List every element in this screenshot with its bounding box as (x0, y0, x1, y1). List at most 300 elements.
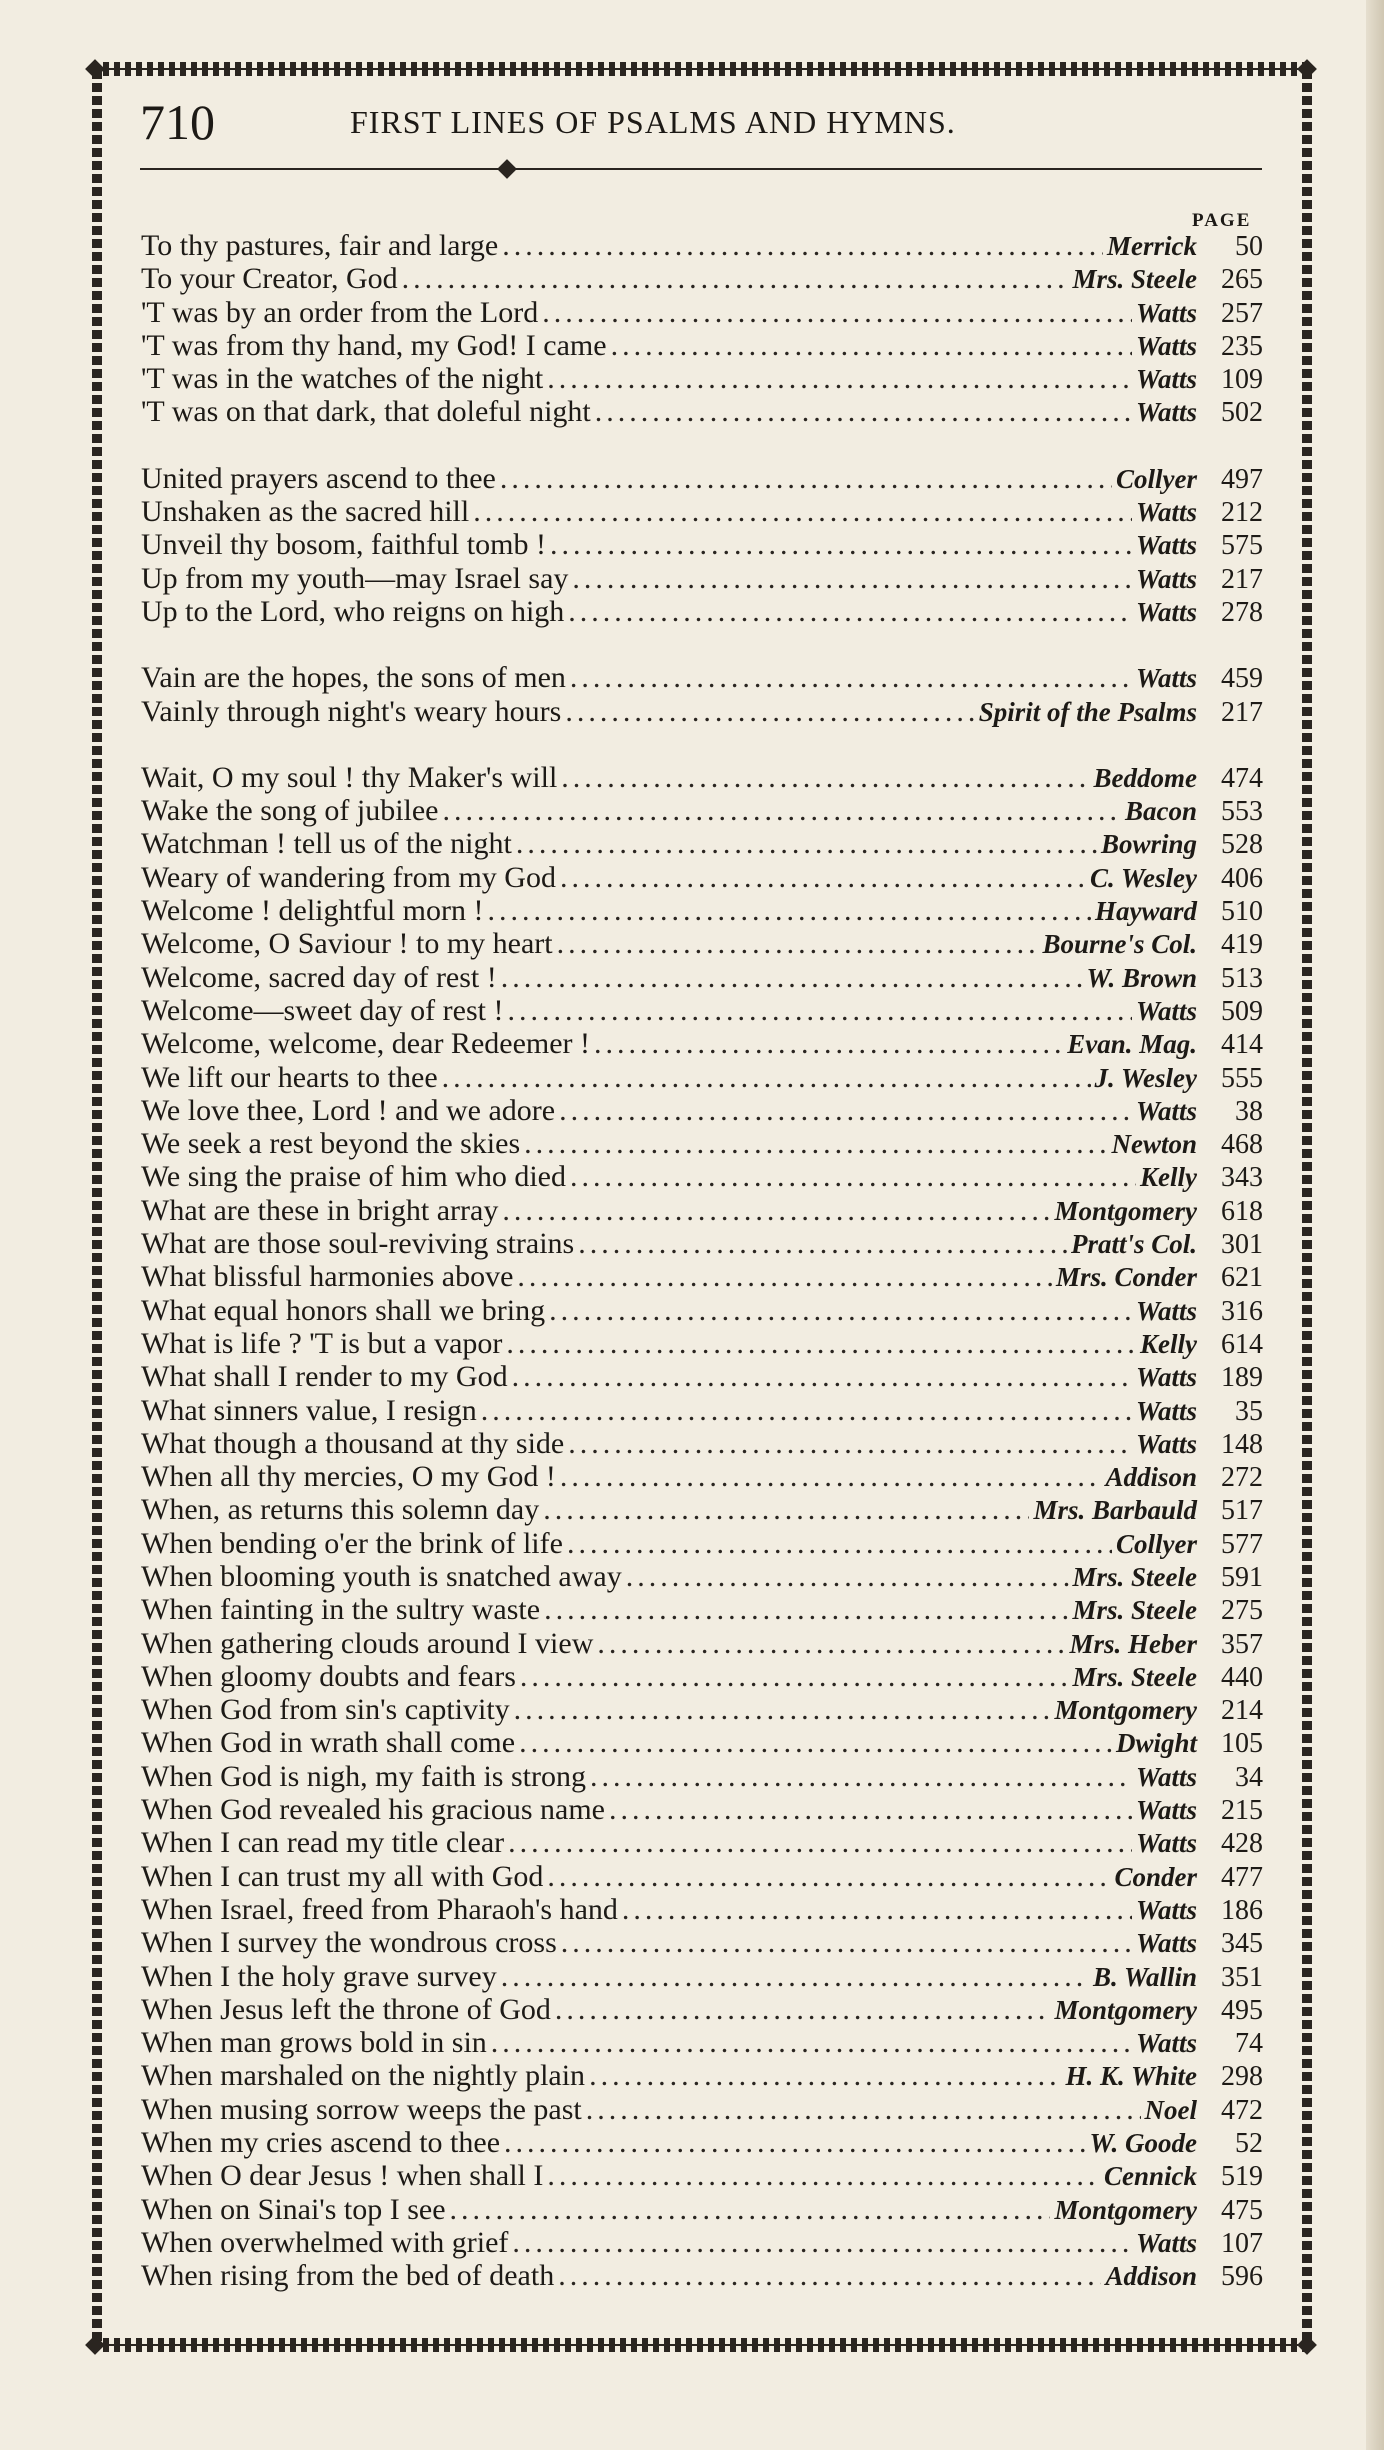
first-line: When bending o'er the brink of life (141, 1526, 563, 1560)
list-item (141, 1160, 1263, 1193)
page-ref: 107 (1221, 2227, 1263, 2259)
page-ref: 189 (1221, 1362, 1263, 1394)
dot-leader (572, 562, 1132, 595)
page-ref: 528 (1221, 829, 1263, 861)
page-ref: 614 (1221, 1328, 1263, 1360)
page-ref: 257 (1221, 297, 1263, 329)
dot-leader (568, 595, 1132, 628)
dot-leader (487, 894, 1091, 927)
author-name: Watts (1135, 1095, 1197, 1126)
dot-leader (547, 362, 1132, 395)
dot-leader (609, 1793, 1132, 1826)
first-line: United prayers ascend to thee (141, 461, 496, 495)
author-name: Watts (1135, 1828, 1197, 1859)
author-name: Watts (1135, 1761, 1197, 1792)
page-ref: 52 (1235, 2128, 1263, 2160)
list-item (141, 1527, 1263, 1560)
first-line: What is life ? 'T is but a vapor (141, 1326, 503, 1360)
author-name: Kelly (1140, 1328, 1197, 1359)
first-line: When my cries ascend to thee (141, 2126, 501, 2160)
author-name: Dwight (1115, 1728, 1197, 1759)
first-line: 'T was in the watches of the night (141, 362, 544, 396)
author-name: Mrs. Steele (1072, 264, 1197, 295)
page-ref: 38 (1235, 1095, 1263, 1127)
author-name: Watts (1135, 1395, 1197, 1426)
dot-leader (516, 827, 1097, 860)
author-name: Cennick (1103, 2161, 1197, 2192)
first-line: We love thee, Lord ! and we adore (141, 1093, 556, 1127)
first-line: Watchman ! tell us of the night (141, 827, 512, 861)
list-item (141, 1061, 1263, 1094)
page-ref: 316 (1221, 1295, 1263, 1327)
author-name: Watts (1135, 364, 1197, 395)
author-name: Mrs. Steele (1072, 1661, 1197, 1692)
page-ref: 459 (1221, 663, 1263, 695)
dot-leader (568, 1427, 1132, 1460)
dot-leader (443, 794, 1121, 827)
dot-leader (558, 2259, 1101, 2292)
dot-leader (565, 695, 974, 728)
first-line: What sinners value, I resign (141, 1393, 477, 1427)
first-line: Up from my youth—may Israel say (141, 561, 569, 595)
list-item (141, 894, 1263, 927)
list-item (141, 528, 1263, 561)
list-item (141, 1793, 1263, 1826)
first-line: Welcome—sweet day of rest ! (141, 993, 504, 1027)
ornamental-border-left (92, 70, 102, 2345)
dot-leader (491, 2026, 1132, 2059)
dot-leader (501, 1960, 1089, 1993)
list-item (141, 2126, 1263, 2159)
list-item (141, 395, 1263, 428)
first-line: 'T was by an order from the Lord (141, 295, 539, 329)
page-ref: 477 (1221, 1861, 1263, 1893)
author-name: Kelly (1140, 1162, 1197, 1193)
page-ref: 440 (1221, 1661, 1263, 1693)
first-line: When musing sorrow weeps the past (141, 2092, 582, 2126)
page-ref: 217 (1221, 563, 1263, 595)
dot-leader (578, 1227, 1067, 1260)
dot-leader (512, 1360, 1132, 1393)
first-line: When I the holy grave survey (141, 1959, 497, 1993)
list-item (141, 262, 1263, 295)
author-name: Watts (1135, 995, 1197, 1026)
dot-leader (561, 1926, 1132, 1959)
page-ref: 186 (1221, 1894, 1263, 1926)
page-ref: 278 (1221, 596, 1263, 628)
author-name: Montgomery (1054, 2194, 1197, 2225)
dot-leader (550, 528, 1132, 561)
dot-leader (560, 1460, 1102, 1493)
first-line: When Israel, freed from Pharaoh's hand (141, 1892, 618, 1926)
author-name: Bourne's Col. (1042, 929, 1197, 960)
author-name: Pratt's Col. (1070, 1229, 1197, 1260)
author-name: B. Wallin (1092, 1961, 1197, 1992)
first-line: When, as returns this solemn day (141, 1493, 540, 1527)
author-name: Watts (1135, 563, 1197, 594)
first-line: When gathering clouds around I view (141, 1626, 594, 1660)
author-name: W. Goode (1089, 2128, 1197, 2159)
page-ref: 215 (1221, 1795, 1263, 1827)
first-line: When God in wrath shall come (141, 1726, 516, 1760)
dot-leader (589, 2059, 1061, 2092)
page-ref: 298 (1221, 2061, 1263, 2093)
dot-leader (559, 1094, 1132, 1127)
dot-leader (402, 262, 1069, 295)
first-line: Up to the Lord, who reigns on high (141, 594, 565, 628)
first-line: 'T was from thy hand, my God! I came (141, 328, 607, 362)
dot-leader (506, 1327, 1136, 1360)
first-line: When blooming youth is snatched away (141, 1559, 622, 1593)
page-ref: 472 (1221, 2094, 1263, 2126)
list-item (141, 1027, 1263, 1060)
author-name: Watts (1135, 330, 1197, 361)
page-ref: 351 (1221, 1961, 1263, 1993)
dot-leader (519, 1726, 1112, 1759)
page-ref: 577 (1221, 1528, 1263, 1560)
author-name: Newton (1111, 1129, 1197, 1160)
list-item (141, 1593, 1263, 1626)
dot-leader (517, 1260, 1052, 1293)
first-line: When God from sin's captivity (141, 1693, 510, 1727)
page-ref: 414 (1221, 1029, 1263, 1061)
dot-leader (549, 1294, 1132, 1327)
first-line: Welcome, O Saviour ! to my heart (141, 927, 553, 961)
author-name: Mrs. Barbauld (1033, 1495, 1197, 1526)
author-name: Mrs. Heber (1069, 1628, 1197, 1659)
author-name: J. Wesley (1094, 1062, 1197, 1093)
first-lines-list (141, 229, 1263, 2293)
first-line: When on Sinai's top I see (141, 2192, 446, 2226)
list-item (141, 1760, 1263, 1793)
page-header (140, 92, 1270, 152)
list-item (141, 827, 1263, 860)
list-item (141, 1294, 1263, 1327)
author-name: Watts (1135, 297, 1197, 328)
author-name: Merrick (1107, 231, 1197, 261)
dot-leader (570, 1160, 1136, 1193)
list-item (141, 1360, 1263, 1393)
list-item (141, 362, 1263, 395)
group-spacer (141, 429, 1263, 462)
page-ref: 214 (1221, 1695, 1263, 1727)
list-item (141, 2226, 1263, 2259)
author-name: Watts (1135, 2028, 1197, 2059)
header-rule (140, 168, 1262, 170)
first-line: Wait, O my soul ! thy Maker's will (141, 760, 558, 794)
first-line: We sing the praise of him who died (141, 1160, 566, 1194)
page-ref: 428 (1221, 1828, 1263, 1860)
page-ref: 513 (1221, 962, 1263, 994)
page-ref: 419 (1221, 929, 1263, 961)
dot-leader (501, 961, 1083, 994)
first-line: When marshaled on the nightly plain (141, 2059, 586, 2093)
page-ref: 50 (1235, 231, 1263, 262)
author-name: Watts (1135, 1795, 1197, 1826)
page-ref: 235 (1221, 330, 1263, 362)
author-name: Addison (1105, 1462, 1197, 1493)
dot-leader (547, 1860, 1110, 1893)
ornamental-border-bottom (92, 2338, 1312, 2352)
page-ref: 475 (1221, 2194, 1263, 2226)
list-item (141, 1327, 1263, 1360)
dot-leader (611, 329, 1132, 362)
list-item (141, 961, 1263, 994)
page-ref: 497 (1221, 463, 1263, 495)
list-item (141, 1127, 1263, 1160)
first-line: Weary of wandering from my God (141, 860, 556, 894)
page-ref: 517 (1221, 1495, 1263, 1527)
dot-leader (524, 1127, 1107, 1160)
group-spacer (141, 728, 1263, 761)
first-line: When Jesus left the throne of God (141, 1992, 551, 2026)
dot-leader (504, 2126, 1085, 2159)
dot-leader (502, 1194, 1050, 1227)
list-item (141, 794, 1263, 827)
first-line: What blissful harmonies above (141, 1260, 514, 1294)
dot-leader (508, 1826, 1132, 1859)
author-name: Conder (1114, 1861, 1197, 1892)
author-name: Watts (1135, 1295, 1197, 1326)
dot-leader (544, 1593, 1068, 1626)
page-ref: 618 (1221, 1195, 1263, 1227)
first-line: When God revealed his gracious name (141, 1793, 605, 1827)
page-ref: 555 (1221, 1062, 1263, 1094)
author-name: Watts (1135, 663, 1197, 694)
list-item (141, 2093, 1263, 2126)
page-ref: 265 (1221, 264, 1263, 296)
page-ref: 495 (1221, 1994, 1263, 2026)
author-name: Watts (1135, 1894, 1197, 1925)
page-ref: 74 (1235, 2028, 1263, 2060)
author-name: Watts (1135, 497, 1197, 528)
page-ref: 212 (1221, 497, 1263, 529)
list-item (141, 994, 1263, 1027)
dot-leader (542, 296, 1132, 329)
author-name: Bowring (1100, 829, 1197, 860)
first-line: Welcome ! delightful morn ! (141, 894, 484, 928)
dot-leader (594, 1027, 1063, 1060)
dot-leader (520, 1660, 1069, 1693)
list-item (141, 1860, 1263, 1893)
dot-leader (590, 1760, 1132, 1793)
list-item (141, 1993, 1263, 2026)
author-name: Mrs. Conder (1055, 1262, 1197, 1293)
list-item (141, 1460, 1263, 1493)
page-ref: 519 (1221, 2161, 1263, 2193)
page-ref: 510 (1221, 896, 1263, 928)
page-ref: 474 (1221, 762, 1263, 794)
author-name: Montgomery (1054, 1994, 1197, 2025)
dot-leader (500, 462, 1112, 495)
list-item (141, 1893, 1263, 1926)
list-item (141, 495, 1263, 528)
list-item (141, 1394, 1263, 1427)
page-ref: 468 (1221, 1129, 1263, 1161)
page-ref: 345 (1221, 1928, 1263, 1960)
running-title: FIRST LINES OF PSALMS AND HYMNS. (350, 104, 956, 140)
author-name: Mrs. Steele (1072, 1561, 1197, 1592)
first-line: What are these in bright array (141, 1193, 499, 1227)
list-item (141, 1493, 1263, 1526)
dot-leader (560, 861, 1086, 894)
page-ref: 272 (1221, 1462, 1263, 1494)
list-item (141, 1926, 1263, 1959)
author-name: Watts (1135, 397, 1197, 428)
book-spine (1366, 0, 1384, 2450)
author-name: Bacon (1124, 796, 1197, 827)
author-name: Watts (1135, 1362, 1197, 1393)
author-name: Montgomery (1054, 1195, 1197, 1226)
first-line: When gloomy doubts and fears (141, 1659, 516, 1693)
first-line: What are those soul-reviving strains (141, 1227, 575, 1261)
first-line: When I can trust my all with God (141, 1859, 544, 1893)
dot-leader (512, 2226, 1132, 2259)
author-name: Collyer (1116, 1528, 1197, 1559)
list-item (141, 1560, 1263, 1593)
page-ref: 591 (1221, 1561, 1263, 1593)
first-line: When God is nigh, my faith is strong (141, 1759, 586, 1793)
first-line: To thy pastures, fair and large (141, 229, 499, 262)
list-item (141, 1693, 1263, 1726)
page-ref: 34 (1235, 1761, 1263, 1793)
ornamental-border-top (92, 62, 1312, 76)
dot-leader (595, 395, 1132, 428)
first-line: When I can read my title clear (141, 1826, 505, 1860)
list-item (141, 562, 1263, 595)
first-line: We lift our hearts to thee (141, 1060, 438, 1094)
list-item (141, 1826, 1263, 1859)
first-line: When O dear Jesus ! when shall I (141, 2159, 544, 2193)
author-name: Addison (1105, 2261, 1197, 2292)
author-name: Watts (1135, 1928, 1197, 1959)
author-name: C. Wesley (1090, 862, 1197, 893)
author-name: Watts (1135, 2227, 1197, 2258)
list-item (141, 1726, 1263, 1759)
group-spacer (141, 628, 1263, 661)
page-ref: 275 (1221, 1595, 1263, 1627)
dot-leader (543, 1493, 1029, 1526)
author-name: Spirit of the Psalms (978, 696, 1197, 727)
list-item (141, 462, 1263, 495)
dot-leader (561, 761, 1089, 794)
dot-leader (626, 1560, 1069, 1593)
list-item (141, 761, 1263, 794)
list-item (141, 2259, 1263, 2292)
first-line: When I survey the wondrous cross (141, 1926, 557, 1960)
ornamental-border-right (1302, 70, 1312, 2345)
author-name: Hayward (1094, 896, 1197, 927)
page-ref: 509 (1221, 995, 1263, 1027)
dot-leader (555, 1993, 1051, 2026)
dot-leader (514, 1693, 1051, 1726)
dot-leader (481, 1394, 1132, 1427)
dot-leader (507, 994, 1132, 1027)
page-ref: 109 (1221, 364, 1263, 396)
list-item (141, 927, 1263, 960)
dot-leader (473, 495, 1132, 528)
list-item (141, 1194, 1263, 1227)
page-number: 710 (140, 94, 215, 150)
page-ref: 553 (1221, 796, 1263, 828)
author-name: Noel (1144, 2094, 1197, 2125)
list-item (141, 2059, 1263, 2092)
author-name: Beddome (1093, 762, 1197, 793)
list-item (141, 595, 1263, 628)
author-name: H. K. White (1065, 2061, 1197, 2092)
dot-leader (450, 2193, 1051, 2226)
page-ref: 575 (1221, 530, 1263, 562)
page-ref: 301 (1221, 1229, 1263, 1261)
first-line: To your Creator, God (141, 262, 398, 296)
page-ref: 343 (1221, 1162, 1263, 1194)
list-item (141, 329, 1263, 362)
first-line: Welcome, sacred day of rest ! (141, 960, 497, 994)
first-line: What though a thousand at thy side (141, 1426, 565, 1460)
page-ref: 148 (1221, 1428, 1263, 1460)
list-item (141, 661, 1263, 694)
list-item (141, 2193, 1263, 2226)
author-name: Mrs. Steele (1072, 1595, 1197, 1626)
dot-leader (570, 661, 1132, 694)
page-ref: 406 (1221, 862, 1263, 894)
first-line: Vainly through night's weary hours (141, 694, 562, 728)
dot-leader (567, 1527, 1112, 1560)
first-line: Welcome, welcome, dear Redeemer ! (141, 1027, 591, 1061)
page-ref: 621 (1221, 1262, 1263, 1294)
list-item (141, 1094, 1263, 1127)
first-line: When man grows bold in sin (141, 2026, 487, 2060)
dot-leader (597, 1627, 1065, 1660)
dot-leader (622, 1893, 1132, 1926)
rule-ornament-icon (497, 159, 517, 179)
list-item (141, 296, 1263, 329)
page-ref: 596 (1221, 2261, 1263, 2293)
list-item (141, 1227, 1263, 1260)
page-ref: 217 (1221, 696, 1263, 728)
first-line: Vain are the hopes, the sons of men (141, 661, 566, 695)
first-line: We seek a rest beyond the skies (141, 1127, 521, 1161)
list-item (141, 1960, 1263, 1993)
dot-leader (557, 927, 1039, 960)
page-column-label: PAGE (1192, 210, 1252, 231)
first-line: What equal honors shall we bring (141, 1293, 546, 1327)
first-line: What shall I render to my God (141, 1360, 508, 1394)
author-name: Montgomery (1054, 1695, 1197, 1726)
first-line: Unveil thy bosom, faithful tomb ! (141, 528, 546, 562)
list-item (141, 1660, 1263, 1693)
first-line: Unshaken as the sacred hill (141, 495, 470, 529)
author-name: Collyer (1116, 463, 1197, 494)
author-name: Watts (1135, 530, 1197, 561)
page-ref: 502 (1221, 397, 1263, 429)
list-item (141, 229, 1263, 262)
dot-leader (442, 1061, 1091, 1094)
list-item (141, 1627, 1263, 1660)
list-item (141, 1427, 1263, 1460)
dot-leader (502, 229, 1103, 262)
first-line: 'T was on that dark, that doleful night (141, 395, 591, 429)
first-line: Wake the song of jubilee (141, 794, 439, 828)
list-item (141, 2159, 1263, 2192)
dot-leader (547, 2159, 1100, 2192)
list-item (141, 695, 1263, 728)
author-name: W. Brown (1086, 962, 1197, 993)
first-line: When all thy mercies, O my God ! (141, 1460, 556, 1494)
list-item (141, 1260, 1263, 1293)
page-ref: 105 (1221, 1728, 1263, 1760)
page-ref: 357 (1221, 1628, 1263, 1660)
